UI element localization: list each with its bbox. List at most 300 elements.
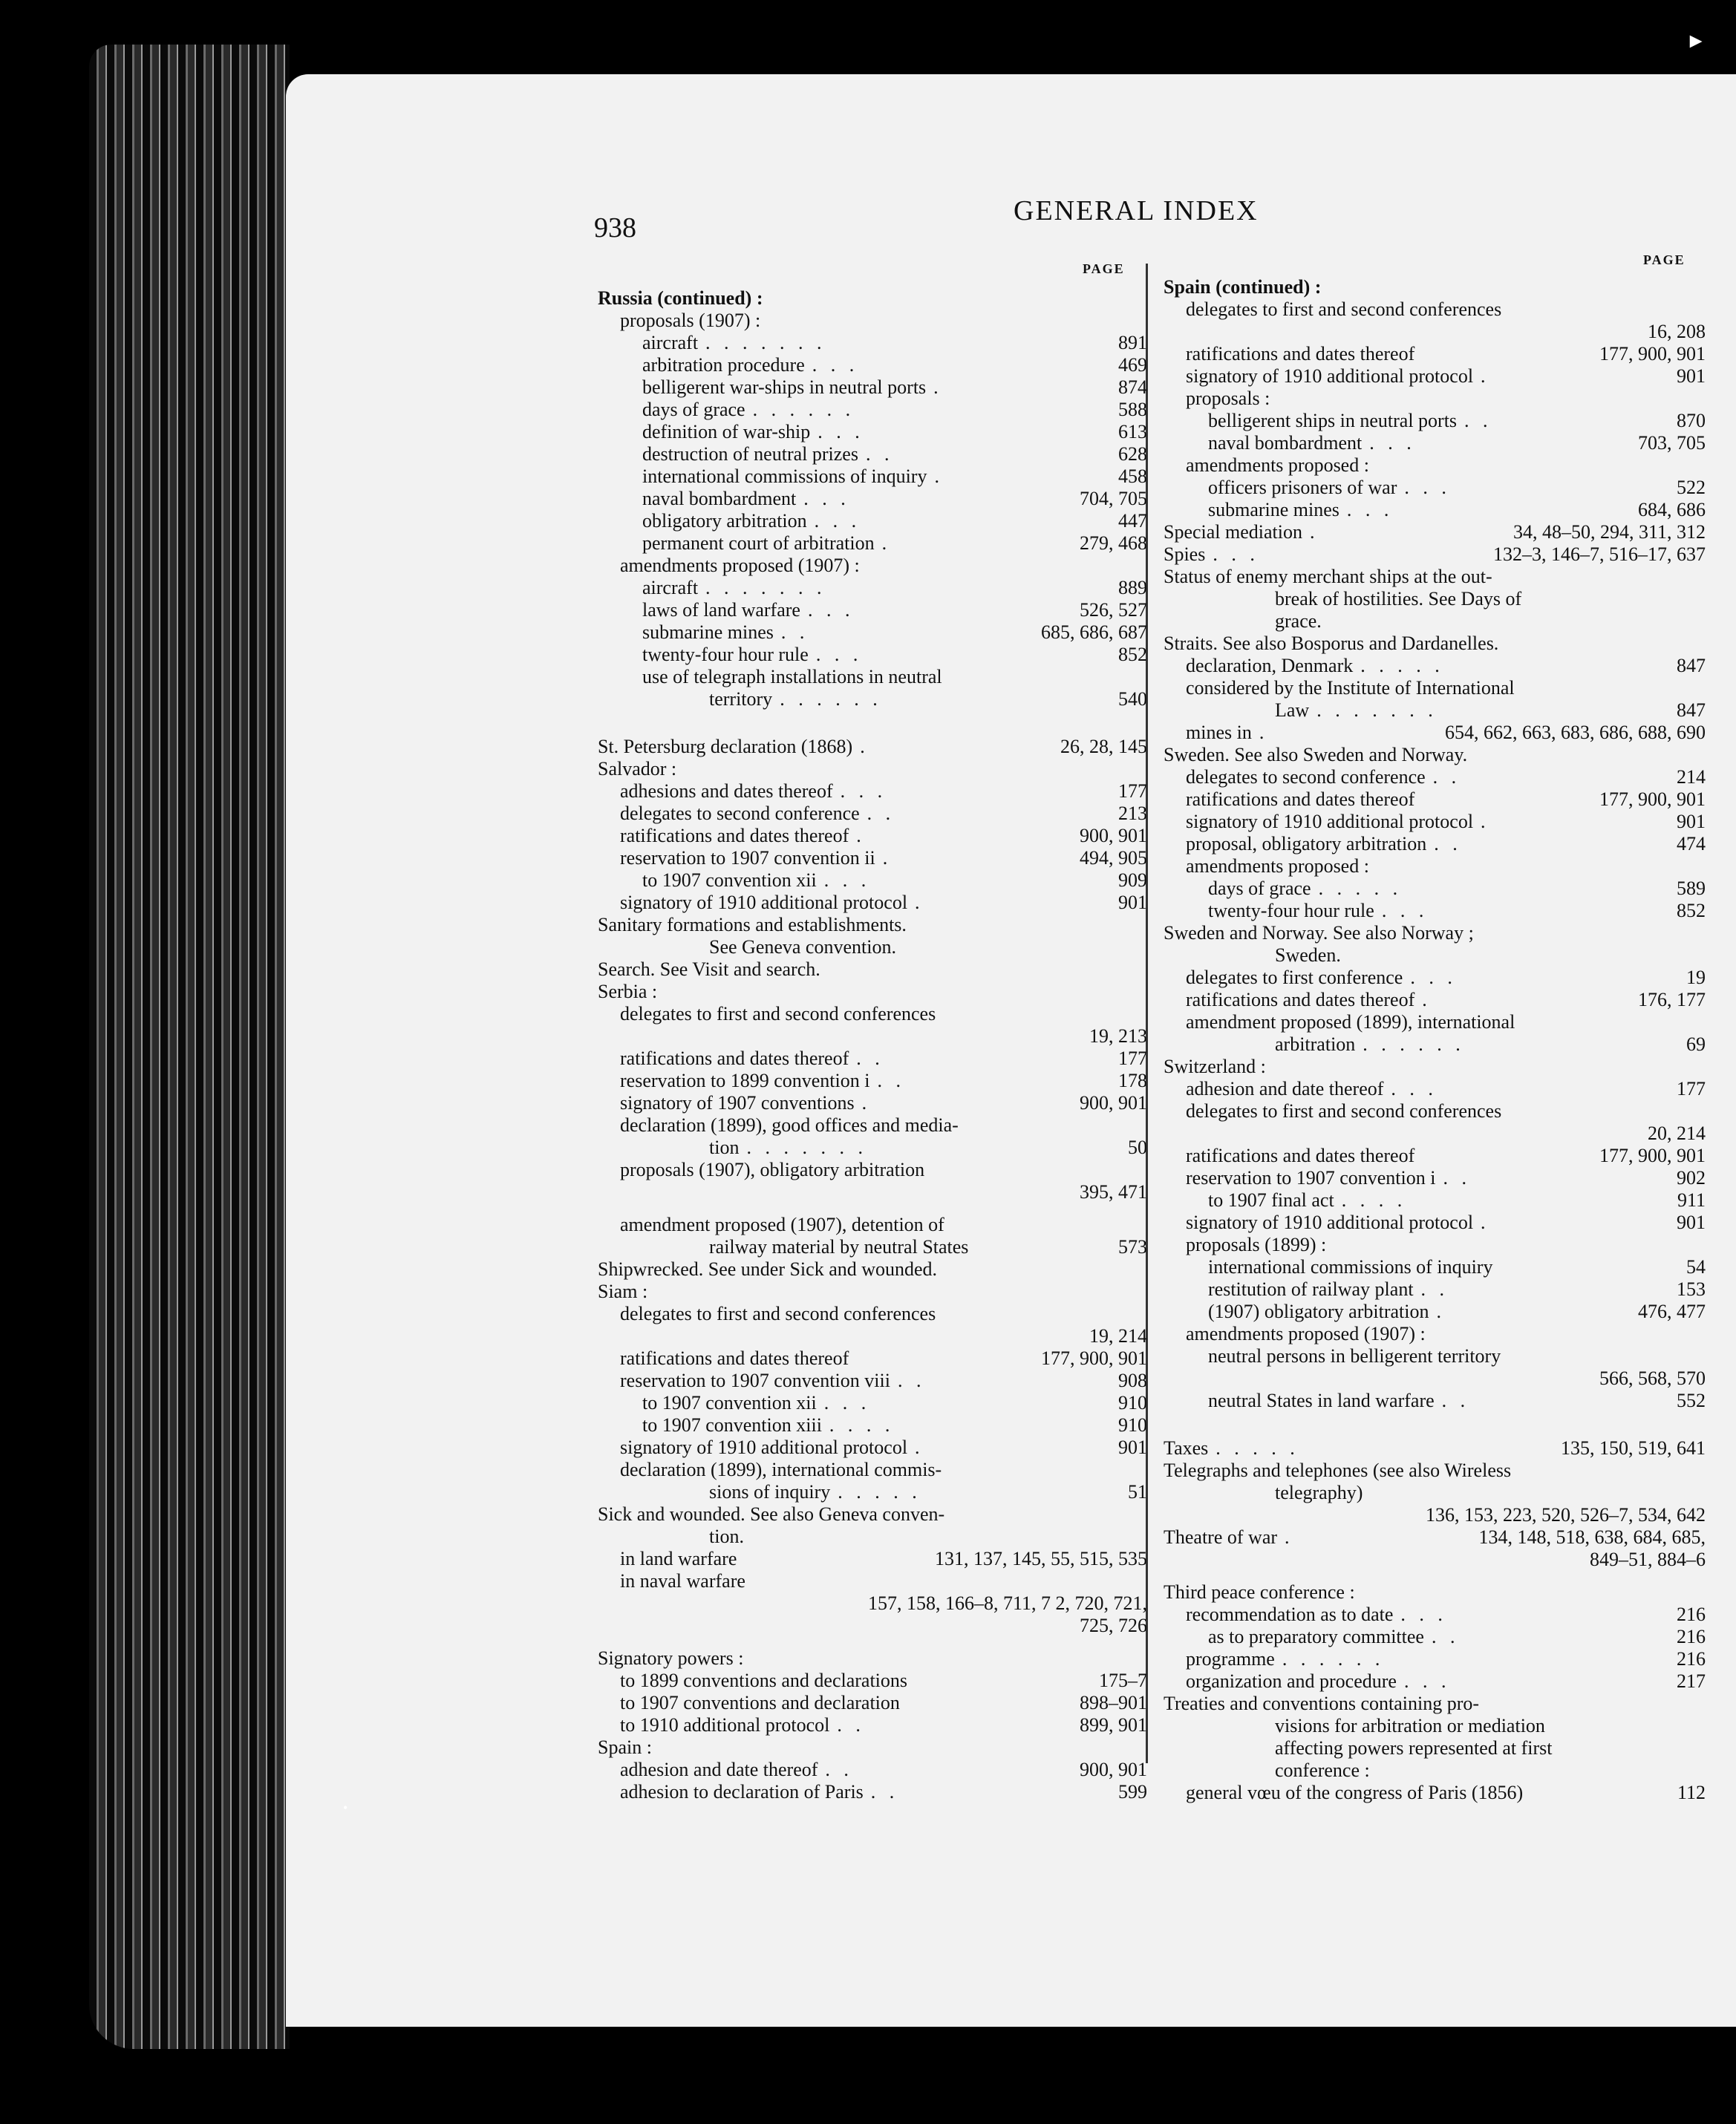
- entry-text: ratifications and dates thereof: [620, 1048, 849, 1069]
- index-entry: [1164, 499, 1706, 521]
- leader-dots: .: [856, 825, 866, 846]
- index-entry: [1164, 1011, 1706, 1033]
- entry-text: organization and procedure: [1186, 1670, 1397, 1692]
- entry-pages: 847: [1677, 655, 1706, 676]
- entry-text: reservation to 1907 convention viii: [620, 1370, 890, 1391]
- entry-pages: 19: [1686, 967, 1706, 988]
- entry-text: reservation to 1899 convention i: [620, 1070, 870, 1091]
- index-entry: [1164, 1301, 1706, 1323]
- entry-pages: 177, 900, 901: [1599, 1145, 1706, 1166]
- entry-text: delegates to first and second conferences: [1186, 1100, 1502, 1122]
- leader-dots: . . . . . .: [752, 399, 855, 420]
- entry-pages: 177: [1118, 1048, 1147, 1069]
- entry-text: ratifications and dates thereof: [1186, 989, 1415, 1010]
- entry-pages: 177, 900, 901: [1599, 788, 1706, 810]
- right-index-column: [1164, 276, 1706, 1804]
- entry-text: laws of land warfare: [642, 599, 800, 621]
- index-entry: [1164, 1504, 1706, 1526]
- index-entry: [1164, 811, 1706, 833]
- index-entry: [1164, 1604, 1706, 1626]
- entry-text: mines in: [1186, 722, 1252, 743]
- index-entry: [598, 1692, 1147, 1714]
- entry-pages: 654, 662, 663, 683, 686, 688, 690: [1445, 722, 1706, 743]
- entry-text: Russia (continued) :: [598, 287, 763, 309]
- entry-pages: 279, 468: [1080, 532, 1147, 554]
- index-entry: [598, 1114, 1147, 1137]
- index-entry: [598, 1459, 1147, 1481]
- entry-pages: 628: [1118, 443, 1147, 465]
- leader-dots: . . .: [1213, 543, 1259, 565]
- entry-text: signatory of 1910 additional protocol: [620, 892, 908, 913]
- entry-text: to 1907 final act: [1208, 1189, 1334, 1211]
- index-entry: [598, 332, 1147, 354]
- entry-pages: 891: [1118, 332, 1147, 353]
- index-entry: [598, 644, 1147, 666]
- page-number: 938: [594, 212, 636, 244]
- entry-text: days of grace: [642, 399, 745, 420]
- leader-dots: . . .: [815, 644, 863, 665]
- index-entry: [598, 488, 1147, 510]
- leader-dots: . .: [1431, 1626, 1460, 1647]
- entry-pages: 685, 686, 687: [1041, 621, 1147, 643]
- index-entry: [1164, 588, 1706, 610]
- index-entry: [598, 958, 1147, 981]
- entry-pages: 51: [1128, 1481, 1147, 1503]
- leader-dots: .: [1259, 722, 1269, 743]
- index-entry: [598, 1137, 1147, 1159]
- index-entry: [1164, 633, 1706, 655]
- index-entry: [1164, 655, 1706, 677]
- entry-text: to 1907 conventions and declaration: [620, 1692, 900, 1713]
- entry-pages: 69: [1686, 1033, 1706, 1055]
- index-entry: [598, 1092, 1147, 1114]
- entry-pages: 874: [1118, 376, 1147, 398]
- entry-pages: 898–901: [1080, 1692, 1147, 1713]
- entry-text: delegates to first and second conferences: [1186, 298, 1502, 320]
- leader-dots: . .: [825, 1759, 853, 1780]
- entry-text: Sweden. See also Sweden and Norway.: [1164, 744, 1468, 765]
- entry-text: Shipwrecked. See under Sick and wounded.: [598, 1258, 938, 1280]
- index-entry: [1164, 477, 1706, 499]
- entry-text: delegates to second conference: [1186, 766, 1426, 788]
- index-entry: [1164, 1715, 1706, 1737]
- index-entry: [598, 1025, 1147, 1048]
- entry-text: obligatory arbitration: [642, 510, 807, 532]
- leader-dots: . .: [897, 1370, 926, 1391]
- entry-text: adhesion and date thereof: [620, 1759, 818, 1780]
- index-entry: [1164, 365, 1706, 388]
- index-entry: [598, 825, 1147, 847]
- index-entry: [598, 758, 1147, 780]
- entry-text: general vœu of the congress of Paris (1856): [1186, 1782, 1524, 1803]
- entry-text: declaration (1899), international commis-: [620, 1459, 942, 1480]
- entry-text: use of telegraph installations in neutral: [642, 666, 942, 687]
- index-entry: [598, 1615, 1147, 1637]
- index-entry: [598, 981, 1147, 1003]
- entry-pages: 900, 901: [1080, 1759, 1147, 1780]
- entry-text: ratifications and dates thereof: [1186, 1145, 1415, 1166]
- entry-pages: 131, 137, 145, 55, 515, 535: [935, 1548, 1147, 1569]
- entry-text: Sanitary formations and establishments.: [598, 914, 907, 935]
- leader-dots: . . .: [814, 510, 861, 532]
- leader-dots: . .: [1441, 1390, 1470, 1411]
- index-entry: [598, 421, 1147, 443]
- spacer: [598, 710, 1147, 736]
- index-entry: [1164, 766, 1706, 788]
- index-entry: [598, 1370, 1147, 1392]
- entry-text: Theatre of war: [1164, 1526, 1278, 1548]
- index-entry: [1164, 432, 1706, 454]
- leader-dots: . . . . . . .: [746, 1137, 867, 1158]
- index-entry: [1164, 298, 1706, 321]
- index-entry: [598, 892, 1147, 914]
- entry-text: recommendation as to date: [1186, 1604, 1394, 1625]
- index-entry: [1164, 1100, 1706, 1123]
- index-entry: [598, 310, 1147, 332]
- entry-text: in land warfare: [620, 1548, 737, 1569]
- leader-dots: .: [933, 376, 943, 398]
- leader-dots: . . .: [1404, 477, 1451, 498]
- entry-pages: 526, 527: [1080, 599, 1147, 621]
- index-entry: [598, 1303, 1147, 1325]
- entry-pages: 725, 726: [1080, 1615, 1147, 1636]
- entry-text: belligerent war-ships in neutral ports: [642, 376, 927, 398]
- entry-text: proposals (1899) :: [1186, 1234, 1327, 1255]
- entry-pages: 134, 148, 518, 638, 684, 685,: [1478, 1526, 1706, 1548]
- entry-text: programme: [1186, 1648, 1275, 1670]
- leader-dots: . .: [1434, 833, 1462, 854]
- index-entry: [1164, 967, 1706, 989]
- index-entry: [1164, 1648, 1706, 1670]
- leader-dots: .: [861, 1092, 872, 1114]
- entry-pages: 157, 158, 166–8, 711, 7 2, 720, 721,: [867, 1592, 1147, 1614]
- entry-text: aircraft: [642, 577, 699, 598]
- leader-dots: . . .: [812, 354, 859, 376]
- entry-text: conference :: [1275, 1759, 1370, 1781]
- index-entry: [598, 1437, 1147, 1459]
- index-entry: [598, 803, 1147, 825]
- entry-text: proposals :: [1186, 388, 1270, 409]
- leader-dots: .: [1436, 1301, 1446, 1322]
- index-entry: [1164, 388, 1706, 410]
- entry-text: delegates to first conference: [1186, 967, 1403, 988]
- left-page-column-header: PAGE: [1083, 261, 1125, 276]
- entry-pages: 910: [1118, 1392, 1147, 1414]
- index-entry: [1164, 1549, 1706, 1571]
- leader-dots: . .: [1420, 1278, 1449, 1300]
- entry-text: signatory of 1907 conventions: [620, 1092, 855, 1114]
- entry-pages: 901: [1677, 365, 1706, 387]
- index-entry: [598, 354, 1147, 376]
- entry-text: Treaties and conventions containing pro-: [1164, 1693, 1480, 1714]
- leader-dots: .: [1310, 521, 1319, 543]
- index-entry: [598, 1548, 1147, 1570]
- entry-pages: 216: [1677, 1648, 1706, 1670]
- leader-dots: .: [1285, 1526, 1294, 1548]
- leader-dots: . .: [870, 1781, 899, 1803]
- index-entry: [598, 1503, 1147, 1526]
- entry-text: territory: [709, 688, 773, 710]
- index-entry: [598, 1347, 1147, 1370]
- leader-dots: . . .: [1346, 499, 1394, 520]
- index-entry: [1164, 989, 1706, 1011]
- entry-pages: 852: [1677, 900, 1706, 921]
- entry-pages: 177: [1118, 780, 1147, 802]
- entry-text: sions of inquiry: [709, 1481, 831, 1503]
- entry-pages: 704, 705: [1080, 488, 1147, 509]
- index-entry: [598, 399, 1147, 421]
- index-entry: [1164, 855, 1706, 878]
- spacer: [1164, 1571, 1706, 1581]
- entry-text: delegates to second conference: [620, 803, 860, 824]
- leader-dots: . . .: [823, 869, 871, 891]
- entry-text: proposals (1907) :: [620, 310, 761, 331]
- entry-text: ratifications and dates thereof: [1186, 788, 1415, 810]
- entry-text: adhesion to declaration of Paris: [620, 1781, 864, 1803]
- entry-text: permanent court of arbitration: [642, 532, 875, 554]
- leader-dots: . . .: [803, 488, 850, 509]
- entry-text: arbitration: [1275, 1033, 1356, 1055]
- index-entry: [598, 780, 1147, 803]
- entry-pages: 908: [1118, 1370, 1147, 1391]
- entry-pages: 703, 705: [1638, 432, 1706, 454]
- leader-dots: .: [915, 892, 924, 913]
- entry-text: signatory of 1910 additional protocol: [1186, 811, 1474, 832]
- index-entry: [1164, 722, 1706, 744]
- index-entry: [1164, 276, 1706, 298]
- index-entry: [1164, 1123, 1706, 1145]
- index-entry: [1164, 1482, 1706, 1504]
- entry-pages: 178: [1118, 1070, 1147, 1091]
- corner-arrow-icon: ►: [1686, 30, 1706, 53]
- index-entry: [1164, 343, 1706, 365]
- leader-dots: . .: [1432, 766, 1461, 788]
- leader-dots: . . .: [840, 780, 887, 802]
- index-entry: [598, 532, 1147, 555]
- left-index-column: [598, 287, 1147, 1803]
- entry-text: Spies: [1164, 543, 1206, 565]
- index-entry: [1164, 1526, 1706, 1549]
- index-entry: [598, 577, 1147, 599]
- entry-text: railway material by neutral States: [709, 1236, 969, 1258]
- index-entry: [598, 1759, 1147, 1781]
- index-entry: [1164, 1737, 1706, 1759]
- index-entry: [598, 1781, 1147, 1803]
- leader-dots: . .: [856, 1048, 884, 1069]
- index-entry: [1164, 1033, 1706, 1056]
- entry-text: Law: [1275, 699, 1310, 721]
- index-entry: [598, 1414, 1147, 1437]
- index-entry: [598, 914, 1147, 936]
- index-entry: [598, 1070, 1147, 1092]
- leader-dots: .: [915, 1437, 924, 1458]
- entry-pages: 177: [1677, 1078, 1706, 1099]
- entry-text: tion.: [709, 1526, 744, 1547]
- index-entry: [598, 1570, 1147, 1592]
- leader-dots: . . . .: [829, 1414, 895, 1436]
- entry-pages: 588: [1118, 399, 1147, 420]
- index-entry: [1164, 1626, 1706, 1648]
- index-entry: [1164, 1460, 1706, 1482]
- index-entry: [598, 1592, 1147, 1615]
- index-entry: [598, 1281, 1147, 1303]
- entry-text: to 1907 convention xii: [642, 869, 817, 891]
- index-entry: [1164, 1056, 1706, 1078]
- entry-pages: 899, 901: [1080, 1714, 1147, 1736]
- running-title: GENERAL INDEX: [1014, 195, 1259, 226]
- entry-text: reservation to 1907 convention ii: [620, 847, 875, 869]
- entry-text: to 1907 convention xiii: [642, 1414, 822, 1436]
- index-entry: [1164, 833, 1706, 855]
- entry-text: amendment proposed (1907), detention of: [620, 1214, 944, 1235]
- index-entry: [1164, 1693, 1706, 1715]
- leader-dots: . . . . .: [1318, 878, 1403, 899]
- entry-text: naval bombardment: [642, 488, 797, 509]
- entry-text: Status of enemy merchant ships at the out-: [1164, 566, 1492, 587]
- entry-pages: 901: [1677, 811, 1706, 832]
- entry-text: adhesion and date thereof: [1186, 1078, 1384, 1099]
- spacer: [598, 1637, 1147, 1647]
- entry-text: definition of war-ship: [642, 421, 811, 442]
- entry-text: amendments proposed :: [1186, 855, 1369, 877]
- index-entry: [598, 869, 1147, 892]
- entry-pages: 852: [1118, 644, 1147, 665]
- entry-pages: 135, 150, 519, 641: [1561, 1437, 1706, 1459]
- index-entry: [598, 736, 1147, 758]
- index-entry: [598, 688, 1147, 710]
- entry-pages: 153: [1677, 1278, 1706, 1300]
- entry-text: (1907) obligatory arbitration: [1208, 1301, 1429, 1322]
- entry-pages: 902: [1677, 1167, 1706, 1189]
- entry-pages: 216: [1677, 1626, 1706, 1647]
- index-entry: [1164, 566, 1706, 588]
- index-entry: [1164, 944, 1706, 967]
- index-entry: [1164, 1078, 1706, 1100]
- entry-text: amendment proposed (1899), international: [1186, 1011, 1515, 1033]
- leader-dots: . .: [1443, 1167, 1471, 1189]
- index-entry: [1164, 1256, 1706, 1278]
- index-entry: [1164, 1145, 1706, 1167]
- entry-text: belligerent ships in neutral ports: [1208, 410, 1458, 431]
- entry-text: Telegraphs and telephones (see also Wireless: [1164, 1460, 1512, 1481]
- entry-pages: 136, 153, 223, 520, 526–7, 534, 642: [1426, 1504, 1706, 1526]
- entry-text: international commissions of inquiry: [1208, 1256, 1493, 1278]
- index-entry: [598, 666, 1147, 688]
- index-entry: [598, 1481, 1147, 1503]
- index-entry: [598, 1714, 1147, 1736]
- index-entry: [1164, 699, 1706, 722]
- entry-pages: 16, 208: [1648, 321, 1706, 342]
- entry-pages: 447: [1118, 510, 1147, 532]
- index-entry: [1164, 1759, 1706, 1782]
- entry-pages: 847: [1677, 699, 1706, 721]
- entry-pages: 494, 905: [1080, 847, 1147, 869]
- leader-dots: . . . . . .: [1363, 1033, 1465, 1055]
- index-entry: [1164, 677, 1706, 699]
- entry-text: adhesions and dates thereof: [620, 780, 833, 802]
- entry-pages: 889: [1118, 577, 1147, 598]
- index-entry: [598, 1214, 1147, 1236]
- leader-dots: . .: [1464, 410, 1492, 431]
- index-entry: [1164, 1345, 1706, 1367]
- entry-text: twenty-four hour rule: [642, 644, 809, 665]
- entry-text: Spain :: [598, 1736, 652, 1758]
- entry-pages: 214: [1677, 766, 1706, 788]
- spacer: [598, 1203, 1147, 1214]
- index-entry: [598, 465, 1147, 488]
- spacer: [1164, 1412, 1706, 1437]
- entry-pages: 26, 28, 145: [1060, 736, 1147, 757]
- entry-pages: 50: [1128, 1137, 1147, 1158]
- index-entry: [1164, 321, 1706, 343]
- entry-text: ratifications and dates thereof: [620, 825, 849, 846]
- entry-text: visions for arbitration or mediation: [1275, 1715, 1545, 1736]
- entry-text: Switzerland :: [1164, 1056, 1266, 1077]
- index-entry: [1164, 1670, 1706, 1693]
- leader-dots: . .: [837, 1714, 865, 1736]
- entry-text: ratifications and dates thereof: [1186, 343, 1415, 365]
- entry-text: as to preparatory committee: [1208, 1626, 1424, 1647]
- entry-text: delegates to first and second conferences: [620, 1303, 936, 1324]
- leader-dots: . . . . . . .: [1316, 699, 1438, 721]
- leader-dots: .: [1422, 989, 1432, 1010]
- index-entry: [1164, 1212, 1706, 1234]
- entry-pages: 474: [1677, 833, 1706, 854]
- entry-text: amendments proposed (1907) :: [1186, 1323, 1426, 1344]
- index-entry: [1164, 788, 1706, 811]
- entry-pages: 476, 477: [1638, 1301, 1706, 1322]
- entry-text: proposals (1907), obligatory arbitration: [620, 1159, 925, 1180]
- leader-dots: . .: [877, 1070, 905, 1091]
- entry-text: Special mediation: [1164, 521, 1303, 543]
- index-entry: [1164, 1323, 1706, 1345]
- entry-pages: 566, 568, 570: [1599, 1367, 1706, 1389]
- leader-dots: . . . . .: [1215, 1437, 1299, 1459]
- index-entry: [598, 443, 1147, 465]
- entry-pages: 34, 48–50, 294, 311, 312: [1513, 521, 1706, 543]
- leader-dots: . . .: [807, 599, 855, 621]
- entry-text: to 1907 convention xii: [642, 1392, 817, 1414]
- entry-text: St. Petersburg declaration (1868): [598, 736, 853, 757]
- entry-text: Spain (continued) :: [1164, 276, 1322, 298]
- entry-pages: 901: [1118, 892, 1147, 913]
- entry-text: restitution of railway plant: [1208, 1278, 1414, 1300]
- leader-dots: . . .: [1403, 1670, 1451, 1692]
- entry-text: break of hostilities. See Days of: [1275, 588, 1522, 610]
- index-entry: [598, 1670, 1147, 1692]
- index-entry: [598, 1181, 1147, 1203]
- index-entry: [1164, 1581, 1706, 1604]
- entry-text: signatory of 1910 additional protocol: [1186, 365, 1474, 387]
- entry-pages: 552: [1677, 1390, 1706, 1411]
- entry-pages: 900, 901: [1080, 1092, 1147, 1114]
- leader-dots: . . .: [1369, 432, 1416, 454]
- index-entry: [1164, 1167, 1706, 1189]
- leader-dots: . . .: [1391, 1078, 1438, 1099]
- entry-pages: 589: [1677, 878, 1706, 899]
- leader-dots: .: [934, 465, 944, 487]
- right-page-column-header: PAGE: [1643, 252, 1686, 267]
- index-entry: [598, 1258, 1147, 1281]
- entry-text: Taxes: [1164, 1437, 1209, 1459]
- entry-text: amendments proposed :: [1186, 454, 1369, 476]
- entry-text: affecting powers represented at first: [1275, 1737, 1553, 1759]
- entry-pages: 175–7: [1099, 1670, 1147, 1691]
- index-entry: [1164, 922, 1706, 944]
- leader-dots: . . . . .: [1360, 655, 1444, 676]
- entry-pages: 395, 471: [1080, 1181, 1147, 1203]
- entry-text: Sweden.: [1275, 944, 1341, 966]
